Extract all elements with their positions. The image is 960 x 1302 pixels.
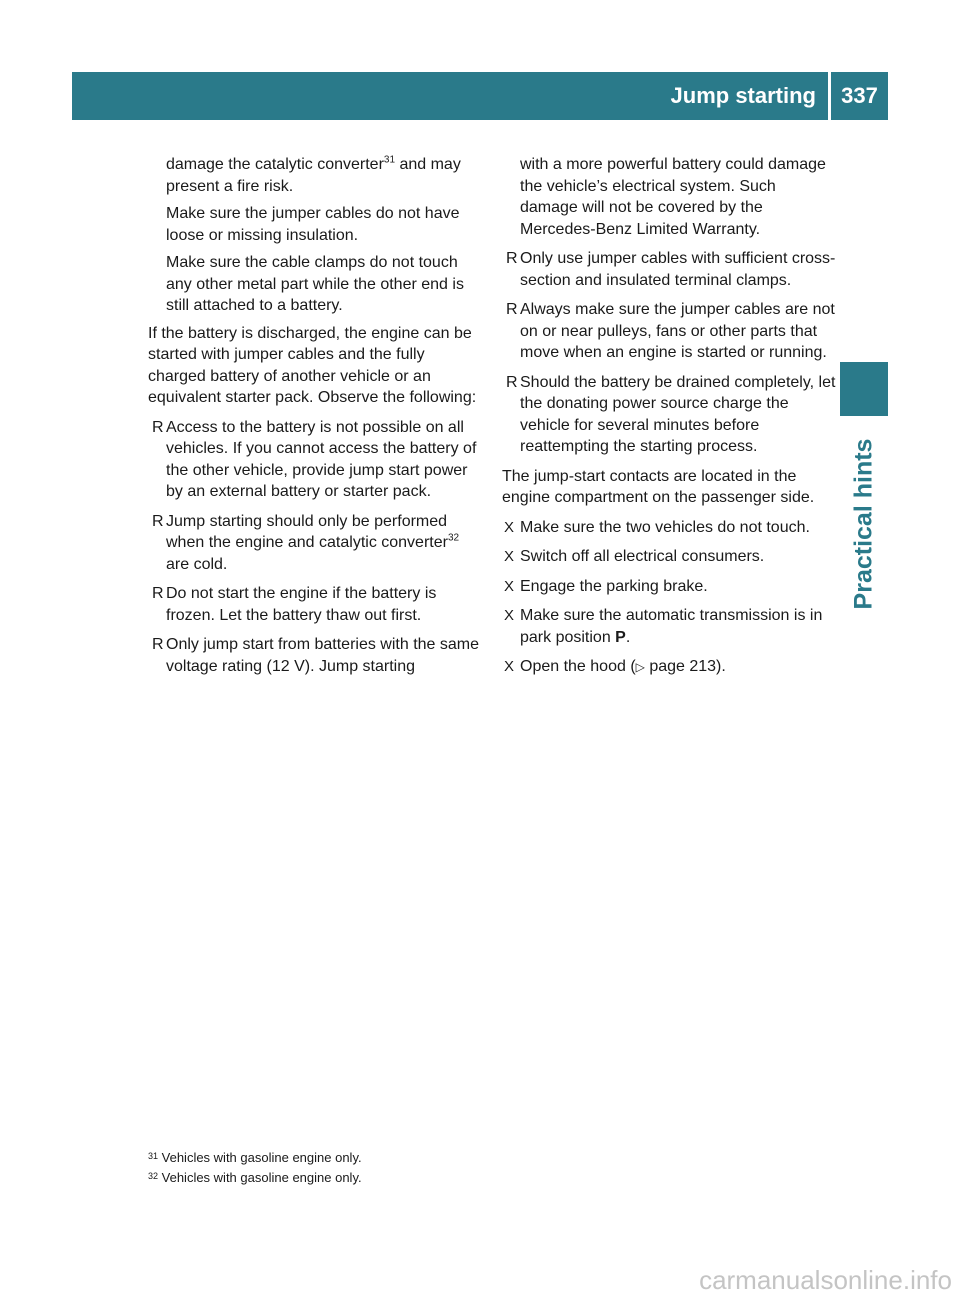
paragraph: The jump-start contacts are located in the engine compartment on the passenger side. — [502, 467, 815, 506]
header-bar — [72, 72, 888, 120]
step-item — [502, 517, 836, 539]
list-item-text: are cold. — [166, 555, 228, 573]
intro-paragraph: If the battery is discharged, the engine can be started with jumper cables and the fully charged battery of another vehicle or an equivalent starter pack. Observe the following: — [148, 324, 477, 406]
footnote-text: Vehicles with gasoline engine only. — [161, 1170, 362, 1185]
footnote-ref: 31 — [383, 154, 396, 166]
list-item-text: Do not start the engine if the battery is frozen. Let the battery thaw out first. — [166, 585, 437, 624]
step-text: . — [625, 628, 631, 646]
bullet-icon: R — [506, 250, 518, 267]
step-icon: X — [504, 548, 515, 565]
step-icon: X — [504, 607, 515, 624]
footnote-number: 31 — [148, 1151, 159, 1161]
list-item-text: Jump starting should only be performed when the engine and catalytic converter — [166, 512, 448, 551]
list-item-text: Should the battery be drained completely, let the donating power source charge the vehicle for several minutes before reattempting the starting process. — [520, 373, 836, 455]
list-item — [502, 372, 836, 458]
footnote-number: 32 — [148, 1171, 159, 1181]
bullet-icon: R — [152, 585, 164, 602]
list-item — [148, 583, 482, 626]
step-item — [502, 605, 836, 648]
paragraph-text: and may present a fire risk. — [166, 156, 461, 195]
list-item-text: Only jump start from batteries with the same voltage rating (12 V). Jump starting — [166, 636, 479, 675]
left-column — [148, 154, 482, 685]
step-icon: X — [504, 518, 515, 536]
list-item — [502, 248, 836, 291]
list-item-text: Only use jumper cables with sufficient cross-section and insulated terminal clamps. — [520, 250, 836, 289]
bullet-icon: R — [152, 636, 164, 653]
continued-paragraph: with a more powerful battery could damage the vehicle’s electrical system. Such damage will not be covered by the Mercedes-Benz Limited Warranty. — [520, 156, 826, 238]
footnote-text: Vehicles with gasoline engine only. — [161, 1150, 362, 1165]
step-text: Engage the parking brake. — [520, 577, 708, 595]
page-reference-arrow-icon: ▷ — [635, 660, 645, 674]
page-reference-link[interactable]: page 213). — [644, 658, 726, 675]
list-item — [148, 634, 482, 677]
step-text: Make sure the two vehicles do not touch. — [520, 518, 810, 536]
paragraph: Make sure the jumper cables do not have loose or missing insulation. — [166, 205, 460, 244]
watermark: carmanualsonline.info — [699, 1265, 952, 1295]
footnotes — [148, 1148, 362, 1188]
bullet-icon: R — [506, 373, 518, 391]
step-item — [502, 546, 836, 568]
list-item — [502, 299, 836, 364]
paragraph: Make sure the cable clamps do not touch any other metal part while the other end is still attached to a battery. — [166, 254, 464, 314]
step-text: Switch off all electrical consumers. — [520, 548, 765, 565]
side-tab-label: Practical hints — [849, 438, 878, 610]
list-item-text: Always make sure the jumper cables are not on or near pulleys, fans or other parts that move when an engine is started or running. — [520, 301, 835, 361]
list-item — [148, 511, 482, 576]
continued-paragraph — [148, 154, 482, 197]
bullet-icon: R — [152, 512, 164, 530]
footnote — [148, 1168, 362, 1188]
page-number: 337 — [841, 83, 878, 108]
side-tab — [840, 424, 888, 624]
section-title: Jump starting — [670, 83, 816, 108]
footnote-ref: 32 — [447, 532, 460, 544]
paragraph-text: damage the catalytic converter — [166, 156, 384, 173]
step-text: Open the hood ( — [520, 658, 636, 675]
step-text: Make sure the automatic transmission is in park position — [520, 607, 823, 646]
bullet-icon: R — [506, 301, 518, 318]
list-item — [148, 417, 482, 503]
step-icon: X — [504, 658, 515, 675]
side-tab-marker — [840, 362, 888, 416]
step-icon: X — [504, 577, 515, 595]
gear-position: P — [615, 628, 626, 646]
right-column — [502, 154, 836, 687]
footnote — [148, 1148, 362, 1168]
step-item — [502, 656, 836, 679]
list-item-text: Access to the battery is not possible on all vehicles. If you cannot access the battery of the other vehicle, provide jump start power by an external battery or starter pack. — [166, 418, 477, 500]
bullet-icon: R — [152, 418, 164, 436]
step-item — [502, 576, 836, 598]
